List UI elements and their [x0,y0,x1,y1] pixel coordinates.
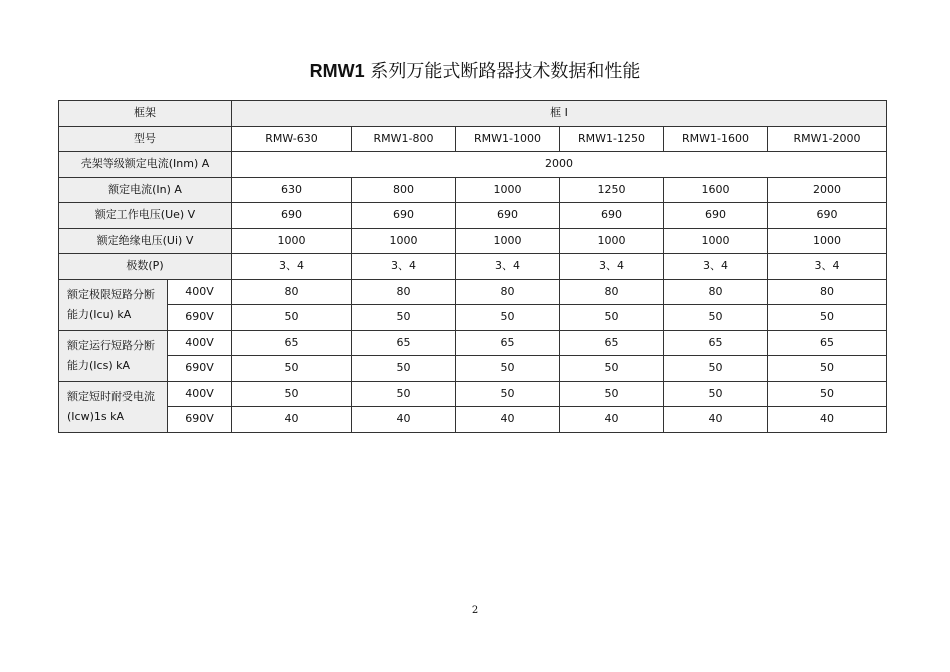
data-cell: 690 [664,203,768,229]
model-cell: RMW1-1000 [456,126,560,152]
voltage-cell: 690V [168,356,232,382]
table-row [59,407,887,433]
table-row [59,330,887,356]
page-title [0,57,950,83]
group-label [59,330,168,381]
data-cell: 50 [560,356,664,382]
group-label-line2: (Icw)1s kA [67,409,124,423]
data-cell: 3、4 [768,254,887,280]
table-row [59,254,887,280]
data-cell: 50 [352,356,456,382]
data-cell: 50 [456,381,560,407]
data-cell: 1250 [560,177,664,203]
data-cell: 50 [352,381,456,407]
group-label-line1: 额定运行短路分断 [67,338,155,352]
group-label-line2: 能力(Icu) kA [67,307,132,321]
voltage-cell: 400V [168,330,232,356]
model-row [59,126,887,152]
model-cell: RMW1-1600 [664,126,768,152]
frame-row [59,101,887,127]
data-cell: 40 [456,407,560,433]
data-cell: 690 [560,203,664,229]
data-cell: 65 [664,330,768,356]
voltage-cell: 400V [168,279,232,305]
data-cell: 80 [664,279,768,305]
data-cell: 1000 [664,228,768,254]
data-cell: 50 [232,381,352,407]
data-cell: 1000 [560,228,664,254]
data-cell: 3、4 [560,254,664,280]
data-cell: 2000 [768,177,887,203]
group-label-line1: 额定短时耐受电流 [67,389,155,403]
data-cell: 50 [664,381,768,407]
row-label: 额定绝缘电压(Ui) V [59,228,232,254]
group-label [59,279,168,330]
data-cell: 50 [664,305,768,331]
data-cell: 65 [456,330,560,356]
data-cell: 80 [352,279,456,305]
frame-value: 框 I [232,101,887,127]
data-cell: 65 [768,330,887,356]
data-cell: 50 [232,305,352,331]
data-cell: 690 [768,203,887,229]
data-cell: 50 [664,356,768,382]
data-cell: 65 [352,330,456,356]
data-cell: 50 [768,305,887,331]
spec-table [58,100,887,433]
table-row [59,356,887,382]
model-label: 型号 [59,126,232,152]
title-text: 系列万能式断路器技术数据和性能 [364,61,641,82]
data-cell: 800 [352,177,456,203]
data-cell: 3、4 [352,254,456,280]
data-cell: 630 [232,177,352,203]
data-cell: 50 [456,356,560,382]
data-cell: 40 [664,407,768,433]
frame-label: 框架 [59,101,232,127]
data-cell: 3、4 [664,254,768,280]
data-cell: 1000 [768,228,887,254]
data-cell: 690 [232,203,352,229]
data-cell: 690 [456,203,560,229]
data-cell: 65 [232,330,352,356]
data-cell: 1000 [456,177,560,203]
row-label: 额定工作电压(Ue) V [59,203,232,229]
row-label: 额定电流(In) A [59,177,232,203]
data-cell: 40 [232,407,352,433]
table-row [59,279,887,305]
table-row [59,203,887,229]
table-row [59,305,887,331]
data-cell: 80 [768,279,887,305]
voltage-cell: 690V [168,407,232,433]
page-number: 2 [471,605,479,616]
data-cell: 3、4 [232,254,352,280]
data-cell: 80 [232,279,352,305]
data-cell: 1600 [664,177,768,203]
data-cell: 1000 [456,228,560,254]
data-cell: 50 [768,356,887,382]
model-cell: RMW1-2000 [768,126,887,152]
model-cell: RMW1-1250 [560,126,664,152]
table-row [59,381,887,407]
data-cell: 80 [560,279,664,305]
data-cell: 80 [456,279,560,305]
table-row [59,177,887,203]
data-cell: 50 [352,305,456,331]
data-cell: 1000 [352,228,456,254]
row-label: 极数(P) [59,254,232,280]
data-cell: 50 [560,305,664,331]
model-cell: RMW1-800 [352,126,456,152]
shell-current-row [59,152,887,178]
group-label-line1: 额定极限短路分断 [67,287,155,301]
data-cell: 50 [232,356,352,382]
data-cell: 50 [456,305,560,331]
voltage-cell: 400V [168,381,232,407]
data-cell: 1000 [232,228,352,254]
model-cell: RMW-630 [232,126,352,152]
title-model: RMW1 [309,61,365,81]
shell-current-value: 2000 [232,152,887,178]
group-label [59,381,168,432]
table-row [59,228,887,254]
data-cell: 40 [352,407,456,433]
data-cell: 50 [560,381,664,407]
data-cell: 40 [560,407,664,433]
data-cell: 50 [768,381,887,407]
voltage-cell: 690V [168,305,232,331]
data-cell: 65 [560,330,664,356]
data-cell: 3、4 [456,254,560,280]
group-label-line2: 能力(Ics) kA [67,358,130,372]
shell-current-label: 壳架等级额定电流(Inm) A [59,152,232,178]
data-cell: 690 [352,203,456,229]
data-cell: 40 [768,407,887,433]
